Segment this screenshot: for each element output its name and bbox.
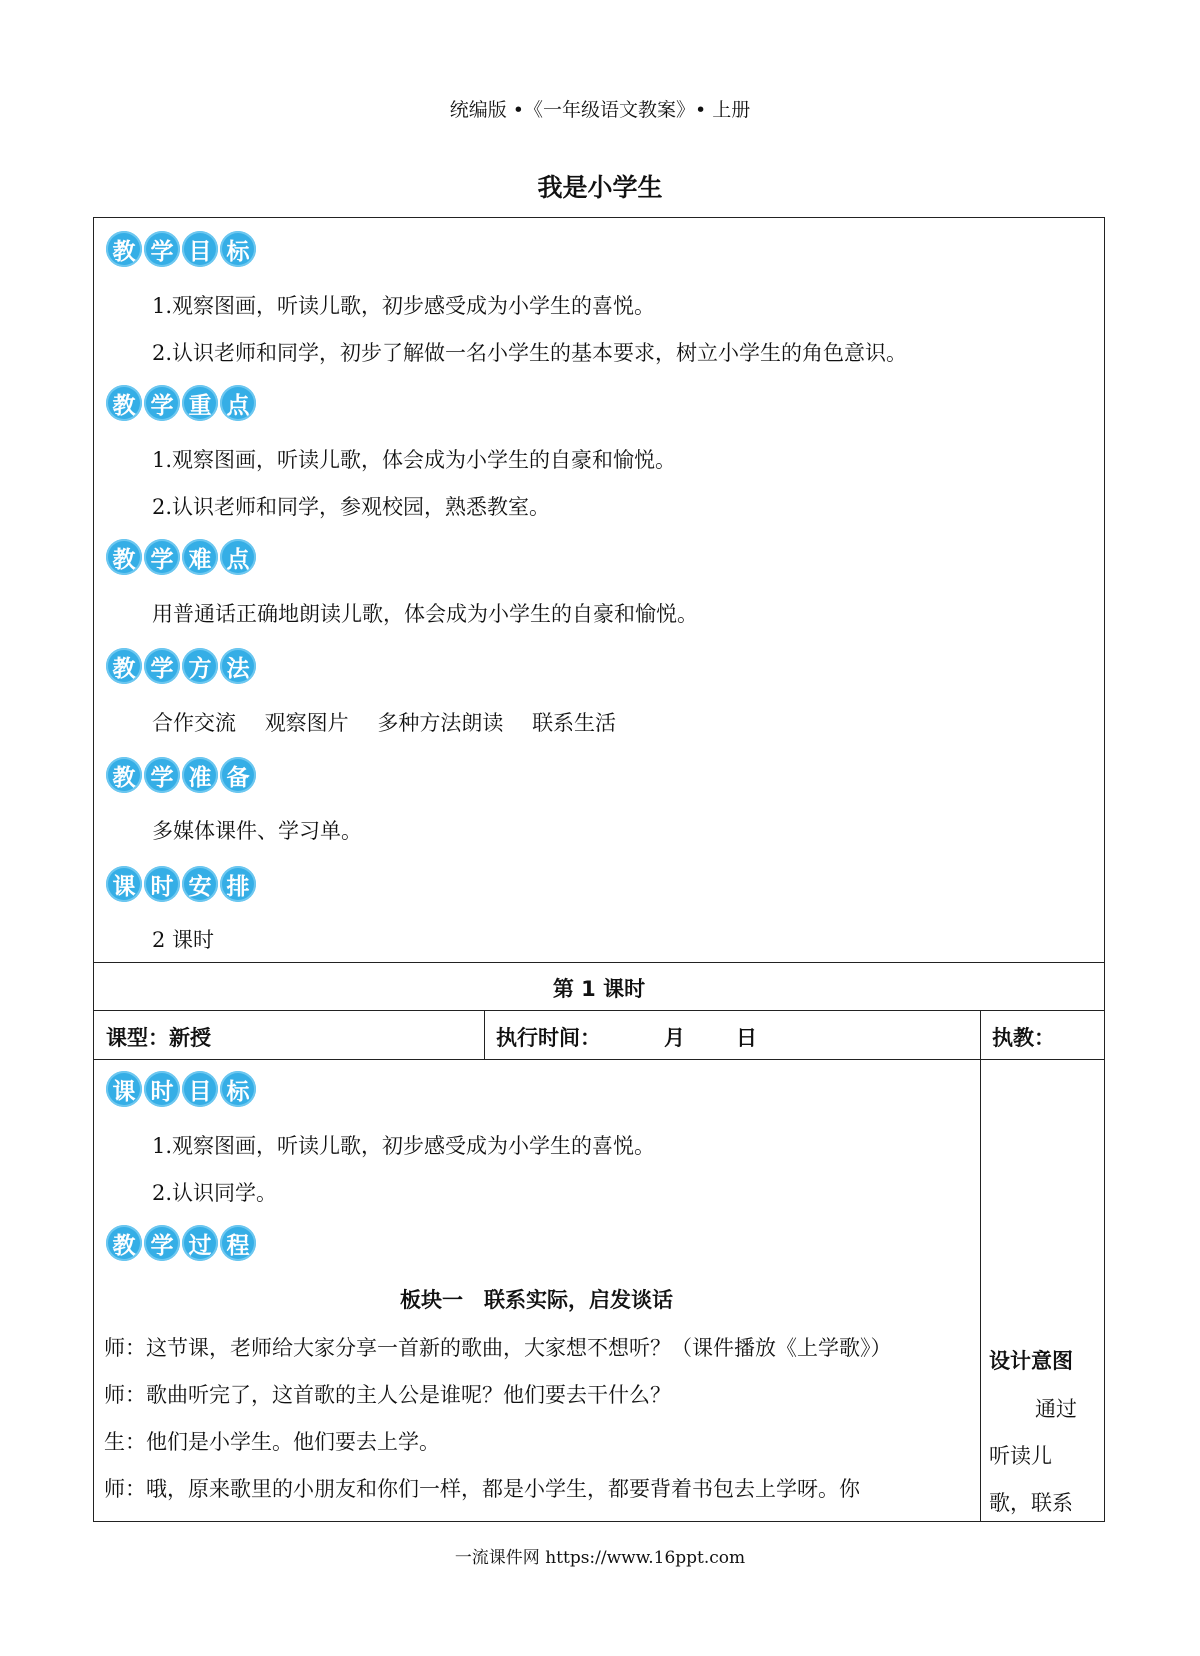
badge-char: 时 [144, 1071, 180, 1107]
footer-source: 一流课件网 https://www.16ppt.com [454, 1548, 746, 1568]
badge-char: 点 [220, 385, 256, 421]
badge-char: 教 [106, 385, 142, 421]
execution-time-label: 执行时间： [496, 1026, 601, 1050]
badge-char: 标 [220, 231, 256, 267]
design-intent-line: 听读儿 [989, 1444, 1052, 1468]
block-title: 板块一 联系实际，启发谈话 [400, 1288, 673, 1312]
method-item: 联系生活 [532, 711, 617, 735]
document-header: 统编版 •《一年级语文教案》• 上册 [449, 99, 751, 121]
difficulty-item: 用普通话正确地朗读儿歌，体会成为小学生的自豪和愉悦。 [152, 602, 698, 626]
badge-char: 法 [220, 648, 256, 684]
section-badge-key-points [106, 385, 256, 421]
badge-char: 准 [182, 757, 218, 793]
section-badge-preparation [106, 757, 256, 793]
dialogue-line: 生：他们是小学生。他们要去上学。 [104, 1430, 440, 1454]
methods-list [152, 707, 638, 737]
method-item: 观察图片 [264, 711, 349, 735]
badge-char: 备 [220, 757, 256, 793]
schedule-item: 2 课时 [152, 928, 215, 952]
badge-char: 课 [106, 866, 142, 902]
badge-char: 目 [182, 1071, 218, 1107]
badge-char: 教 [106, 648, 142, 684]
design-intent-title: 设计意图 [989, 1349, 1073, 1373]
badge-char: 目 [182, 231, 218, 267]
badge-char: 学 [144, 539, 180, 575]
badge-char: 点 [220, 539, 256, 575]
badge-char: 教 [106, 539, 142, 575]
badge-char: 标 [220, 1071, 256, 1107]
dialogue-line: 师：歌曲听完了，这首歌的主人公是谁呢？他们要去干什么？ [104, 1383, 671, 1407]
badge-char: 方 [182, 648, 218, 684]
badge-char: 教 [106, 231, 142, 267]
badge-char: 安 [182, 866, 218, 902]
section-badge-methods [106, 648, 256, 684]
section-badge-schedule [106, 866, 256, 902]
badge-char: 教 [106, 1225, 142, 1261]
badge-char: 学 [144, 648, 180, 684]
objective-item: 1.观察图画，听读儿歌，初步感受成为小学生的喜悦。 [152, 1134, 656, 1158]
badge-char: 学 [144, 757, 180, 793]
section-badge-lesson-objectives [106, 1071, 256, 1107]
page-title: 我是小学生 [537, 173, 663, 202]
section-badge-process [106, 1225, 256, 1261]
badge-char: 过 [182, 1225, 218, 1261]
lesson-title: 第 1 课时 [552, 977, 646, 1001]
design-intent-line: 通过 [1035, 1397, 1077, 1421]
key-point-item: 2.认识老师和同学，参观校园，熟悉教室。 [152, 495, 551, 519]
divider-lesson-meta-top [93, 1010, 1105, 1011]
divider-lesson-title [93, 962, 1105, 963]
preparation-item: 多媒体课件、学习单。 [152, 819, 362, 843]
day-label: 日 [736, 1026, 757, 1050]
badge-char: 学 [144, 231, 180, 267]
badge-char: 时 [144, 866, 180, 902]
badge-char: 难 [182, 539, 218, 575]
badge-char: 程 [220, 1225, 256, 1261]
objective-item: 2.认识同学。 [152, 1181, 278, 1205]
month-label: 月 [664, 1026, 685, 1050]
dialogue-line: 师：这节课，老师给大家分享一首新的歌曲，大家想不想听？（课件播放《上学歌》） [104, 1336, 892, 1360]
badge-char: 排 [220, 866, 256, 902]
divider-lesson-meta-bottom [93, 1059, 1105, 1060]
lesson-type: 课型：新授 [106, 1026, 211, 1050]
divider-col-2 [980, 1010, 981, 1522]
badge-char: 学 [144, 1225, 180, 1261]
dialogue-line: 师：哦，原来歌里的小朋友和你们一样，都是小学生，都要背着书包去上学呀。你 [104, 1477, 860, 1501]
divider-col-1 [484, 1010, 485, 1059]
teacher-label: 执教： [992, 1026, 1055, 1050]
key-point-item: 1.观察图画，听读儿歌，体会成为小学生的自豪和愉悦。 [152, 448, 677, 472]
badge-char: 课 [106, 1071, 142, 1107]
section-badge-difficulties [106, 539, 256, 575]
badge-char: 重 [182, 385, 218, 421]
goal-item: 2.认识老师和同学，初步了解做一名小学生的基本要求，树立小学生的角色意识。 [152, 341, 908, 365]
goal-item: 1.观察图画，听读儿歌，初步感受成为小学生的喜悦。 [152, 294, 656, 318]
section-badge-goals [106, 231, 256, 267]
badge-char: 教 [106, 757, 142, 793]
design-intent-line: 歌，联系 [989, 1491, 1073, 1515]
badge-char: 学 [144, 385, 180, 421]
method-item: 多种方法朗读 [377, 711, 504, 735]
method-item: 合作交流 [152, 711, 236, 735]
